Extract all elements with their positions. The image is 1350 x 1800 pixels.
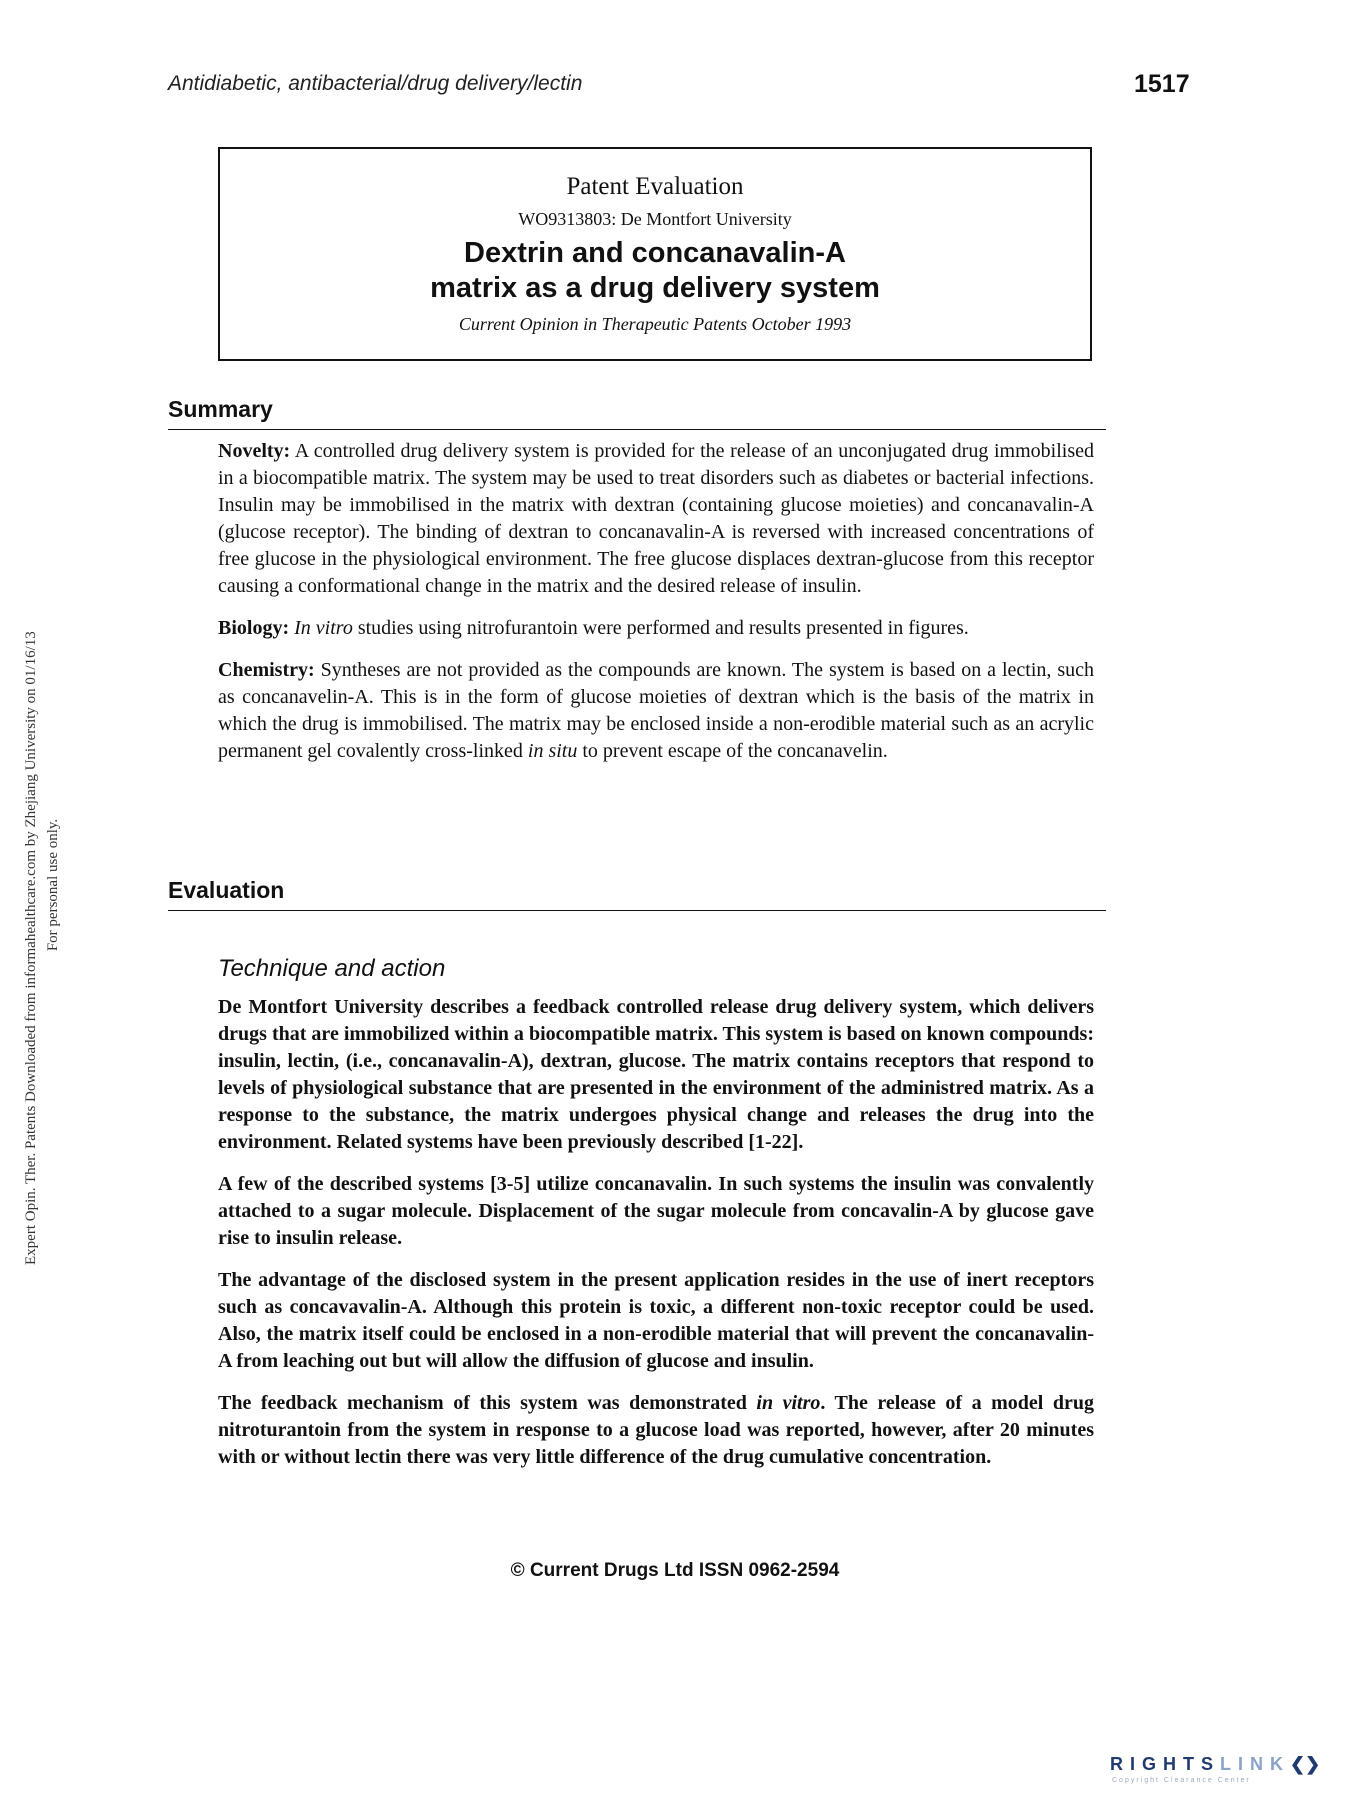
article-title-line-1: Dextrin and concanavalin-A: [464, 237, 846, 269]
evaluation-paragraph-1: De Montfort University describes a feedback controlled release drug delivery system, which delivers drugs that are immobilized within a biocompatible matrix. This system is based on known compounds: insulin, lectin, (i.e., concanavalin-A), dextran, glucose. The matrix contains receptors that respond to levels of physiological substance that are presented in the environment of the administred matrix. As a response to the substance, the matrix undergoes physical change and releases the drug into the environment. Related systems have been previously described [1-22].: [218, 996, 1094, 1153]
download-side-note: [20, 505, 64, 1265]
novelty-text: A controlled drug delivery system is provided for the release of an unconjugated drug immobilised in a biocompatible matrix. The system may be used to treat disorders such as diabetes or bacterial infections. Insulin may be immobilised in the matrix with dextran (containing glucose moieties) and concanavalin-A (glucose receptor). The binding of dextran to concanavalin-A is reversed with increased concentrations of free glucose in the physiological environment. The free glucose displaces dextran-glucose from this receptor causing a conformational change in the matrix and the desired release of insulin.: [218, 440, 1094, 597]
patent-evaluation-box: [218, 147, 1092, 361]
novelty-paragraph: [218, 438, 1094, 600]
biology-text: studies using nitrofurantoin were performed and results presented in figures.: [357, 617, 969, 639]
technique-subheading: Technique and action: [218, 955, 446, 982]
article-title: [220, 236, 1090, 306]
biology-paragraph: [218, 615, 1094, 642]
rightslink-light: LINK: [1220, 1754, 1291, 1774]
biology-italic: In vitro: [294, 617, 353, 639]
chemistry-text-1: Syntheses are not provided as the compounds are known. The system is based on a lectin, such as concanavelin-A. This is in the form of glucose moieties of dextran which is the basis of the matrix in which the drug is immobilised. The matrix may be enclosed inside a non-erodible material such as an acrylic permanent gel covalently cross-linked: [218, 659, 1095, 762]
copyright-line: [0, 1560, 1350, 1582]
page-number: 1517: [1134, 70, 1190, 98]
para4-after: . The release of a model drug nitroturantoin from the system in response to a glucose load was reported, however, after 20 minutes with or without lectin there was very little difference of the drug cumulative concentration.: [218, 1392, 1095, 1468]
evaluation-paragraph-2: A few of the described systems [3-5] utilize concanavalin. In such systems the insulin was convalently attached to a sugar molecule. Displacement of the sugar molecule from concavalin-A by glucose gave rise to insulin release.: [218, 1173, 1094, 1249]
patent-number: WO9313803: De Montfort University: [518, 209, 792, 229]
copyright-text: © Current Drugs Ltd ISSN 0962-2594: [510, 1560, 840, 1581]
chemistry-label: Chemistry:: [218, 659, 315, 681]
side-note-line-1: Expert Opin. Ther. Patents Downloaded from informahealthcare.com by Zhejiang University on 01/16/13: [23, 631, 39, 1265]
article-title-line-2: matrix as a drug delivery system: [430, 272, 880, 304]
para4-before: The feedback mechanism of this system was demonstrated: [218, 1392, 747, 1414]
para4-italic: in vitro: [756, 1392, 821, 1414]
chemistry-text-2: to prevent escape of the concanavelin.: [582, 740, 888, 762]
evaluation-heading: Evaluation: [168, 877, 1106, 911]
rightslink-arrow-icon: ❮❯: [1290, 1754, 1321, 1774]
box-label: Patent Evaluation: [566, 173, 744, 200]
evaluation-paragraph-3: The advantage of the disclosed system in the present application resides in the use of inert receptors such as concavavalin-A. Although this protein is toxic, a different non-toxic receptor could be used. Also, the matrix itself could be enclosed in a non-erodible material that will prevent the concanavalin-A from leaching out but will allow the diffusion of glucose and insulin.: [218, 1269, 1094, 1372]
summary-heading: Summary: [168, 396, 1106, 430]
rightslink-subtitle: Copyright Clearance Center: [1112, 1777, 1251, 1784]
summary-section: [218, 438, 1094, 780]
biology-label: Biology:: [218, 617, 290, 639]
source-citation: Current Opinion in Therapeutic Patents October 1993: [458, 314, 852, 334]
evaluation-section: [218, 994, 1094, 1486]
rightslink-logo: [1110, 1754, 1320, 1775]
rightslink-dark: RIGHTS: [1110, 1754, 1221, 1774]
evaluation-paragraph-4: [218, 1390, 1094, 1471]
running-head: Antidiabetic, antibacterial/drug delivery/lectin: [168, 72, 583, 95]
chemistry-paragraph: [218, 657, 1094, 765]
side-note-line-2: For personal use only.: [45, 818, 61, 952]
chemistry-italic: in situ: [527, 740, 578, 762]
novelty-label: Novelty:: [218, 440, 291, 462]
